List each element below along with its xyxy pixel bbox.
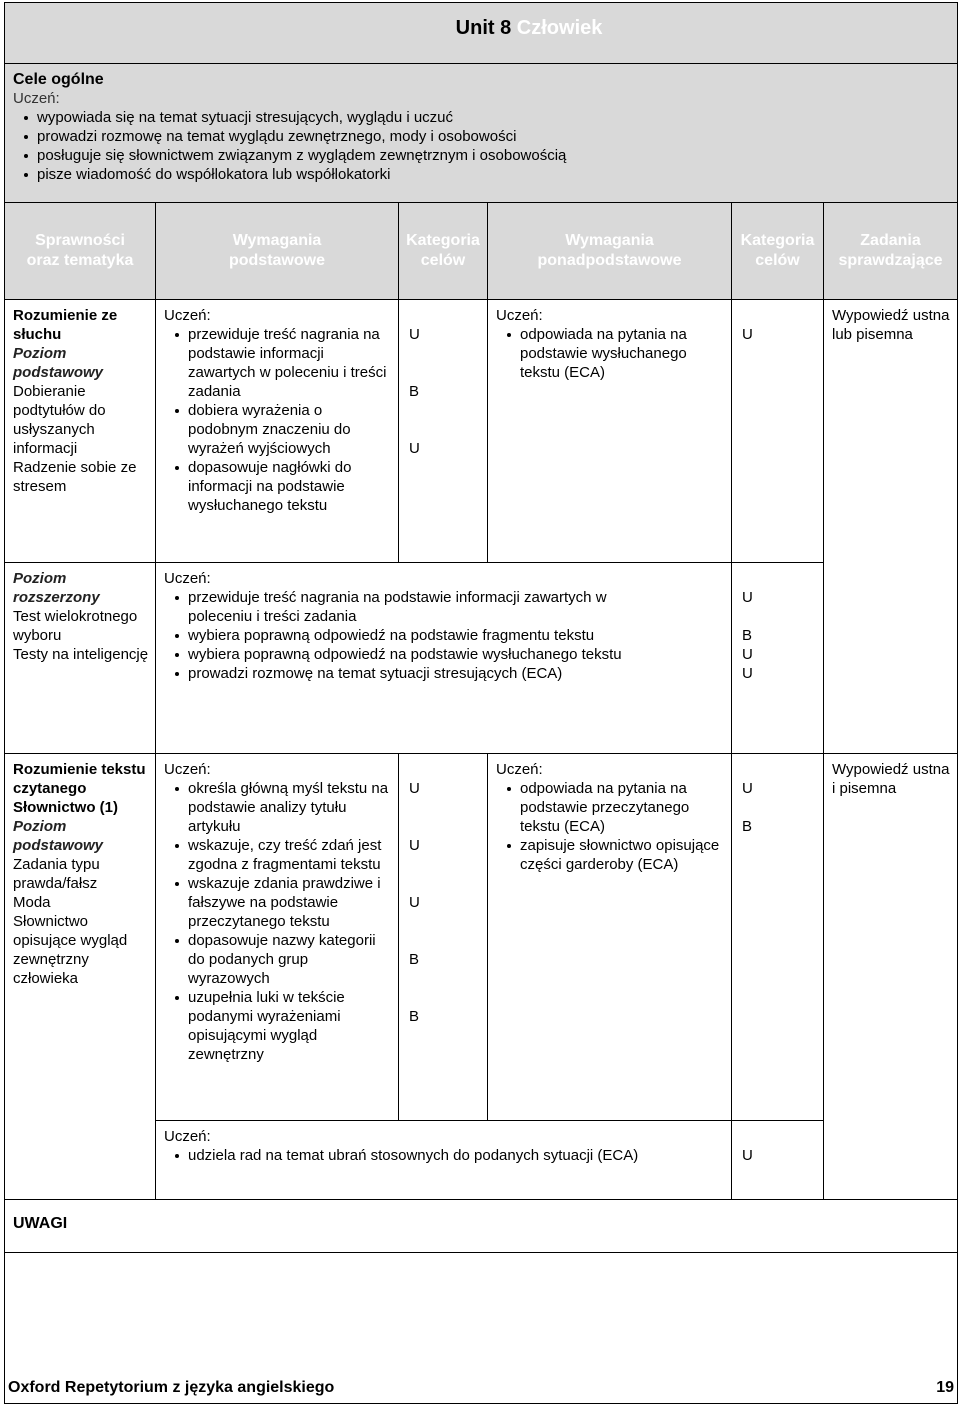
goals-heading: Cele ogólne: [13, 71, 104, 88]
req-item: odpowiada na pytania na podstawie wysłuchanego tekstu (ECA): [510, 325, 725, 382]
level-basic: Poziom podstawowy: [13, 818, 104, 854]
unit-title-prefix: Unit 8: [455, 17, 512, 39]
extra-req-list: [164, 1146, 725, 1165]
category-mark: U: [409, 780, 420, 797]
topic: Radzenie sobie ze stresem: [13, 459, 137, 495]
req-item: dobiera wyrażenia o podobnym znaczeniu do wyrażeń wyjściowych: [178, 401, 392, 458]
category-mark: U: [742, 665, 753, 682]
req-item: wskazuje zdania prawdziwe i fałszywe na podstawie przeczytanego tekstu: [178, 874, 392, 931]
category-mark: U: [742, 326, 753, 343]
category-mark: U: [409, 440, 420, 457]
category-mark: U: [409, 326, 420, 343]
category-mark: U: [742, 646, 753, 663]
goal-item: wypowiada się na temat sytuacji stresujących, wyglądu i uczuć: [27, 108, 957, 127]
listening-tasks: Wypowiedź ustna lub pisemna: [824, 300, 958, 754]
header-advanced-req: Wymagania ponadpodstawowe: [488, 203, 732, 300]
category-mark: B: [409, 383, 420, 400]
level-extended: Poziom rozszerzony: [13, 570, 100, 606]
category-mark: B: [409, 1008, 420, 1025]
level-basic: Poziom podstawowy: [13, 345, 104, 381]
basic-req-list: [164, 325, 392, 515]
header-tasks: Zadania sprawdzające: [824, 203, 958, 300]
listening-extended-row: [5, 563, 958, 754]
column-headers: [5, 203, 958, 300]
page-number: 19: [936, 1379, 954, 1396]
category-mark: U: [409, 837, 420, 854]
reading-title: Rozumienie tekstu czytanego Słownictwo (1): [13, 761, 146, 816]
req-item: wybiera poprawną odpowiedź na podstawie fragmentu tekstu: [178, 626, 668, 645]
req-item: przewiduje treść nagrania na podstawie informacji zawartych w poleceniu i treści zadania: [178, 588, 668, 626]
reading-skill-cell: [5, 754, 156, 1200]
goal-item: posługuje się słownictwem związanym z wyglądem zewnętrznym i osobowością: [27, 146, 957, 165]
topic: Zadania typu prawda/fałsz: [13, 856, 100, 892]
listening-adv-req: Uczeń: odpowiada na pytania na podstawie wysłuchanego tekstu (ECA): [488, 300, 732, 563]
reading-tasks: Wypowiedź ustna i pisemna: [824, 754, 958, 1200]
page-footer: [8, 1378, 958, 1397]
reading-extra-req: Uczeń: udziela rad na temat ubrań stosownych do podanych sytuacji (ECA): [156, 1121, 732, 1200]
req-item: określa główną myśl tekstu na podstawie analizy tytułu artykułu: [178, 779, 392, 836]
goals-list: [13, 108, 957, 184]
reading-extra-cats: [732, 1121, 824, 1200]
reading-adv-cats: [732, 754, 824, 1121]
req-item: uzupełnia luki w tekście podanymi wyrażeniami opisującymi wygląd zewnętrzny: [178, 988, 392, 1064]
req-item: zapisuje słownictwo opisujące części garderoby (ECA): [510, 836, 725, 874]
curriculum-table: [4, 2, 958, 1404]
adv-req-list: [496, 325, 725, 382]
adv-req-list: [496, 779, 725, 874]
header-category: Kategoria celów: [399, 203, 488, 300]
listening-ext-cats: [732, 563, 824, 754]
ext-req-list: [164, 588, 668, 683]
topic: Słownictwo opisujące wygląd zewnętrzny człowieka: [13, 913, 128, 987]
category-mark: U: [742, 780, 753, 797]
req-item: odpowiada na pytania na podstawie przeczytanego tekstu (ECA): [510, 779, 725, 836]
topic: Testy na inteligencję: [13, 646, 149, 663]
req-item: prowadzi rozmowę na temat sytuacji stresujących (ECA): [178, 664, 668, 683]
req-item: wybiera poprawną odpowiedź na podstawie wysłuchanego tekstu: [178, 645, 668, 664]
category-mark: U: [742, 589, 753, 606]
general-goals: [5, 64, 958, 203]
category-mark: B: [742, 627, 753, 644]
listening-basic-req: Uczeń: przewiduje treść nagrania na podstawie informacji zawartych w poleceniu i treści zadania dobiera wyrażenia o podobnym znaczeniu do wyrażeń wyjściowych dopasowuje nagłówki do informacji na podstawie wysłuchanego tekstu: [156, 300, 399, 563]
reading-adv-req: Uczeń: odpowiada na pytania na podstawie przeczytanego tekstu (ECA) zapisuje słownictwo opisujące części garderoby (ECA): [488, 754, 732, 1121]
header-basic-req: Wymagania podstawowe: [156, 203, 399, 300]
goal-item: pisze wiadomość do współlokatora lub współlokatorki: [27, 165, 957, 184]
category-mark: U: [742, 1147, 753, 1164]
category-mark: B: [742, 818, 753, 835]
listening-adv-cats: [732, 300, 824, 563]
goal-item: prowadzi rozmowę na temat wyglądu zewnętrznego, mody i osobowości: [27, 127, 957, 146]
listening-ext-req: Uczeń: przewiduje treść nagrania na podstawie informacji zawartych w poleceniu i treści zadania wybiera poprawną odpowiedź na podstawie fragmentu tekstu wybiera poprawną odpowiedź na podstawie wysłuchanego tekstu prowadzi rozmowę na temat sytuacji stresujących (ECA): [156, 563, 732, 754]
listening-ext-cell: [5, 563, 156, 754]
topic: Moda: [13, 894, 51, 911]
topic: Dobieranie podtytułów do usłyszanych informacji: [13, 383, 106, 457]
header-skills: Sprawności oraz tematyka: [5, 203, 156, 300]
req-item: wskazuje, czy treść zdań jest zgodna z fragmentami tekstu: [178, 836, 392, 874]
basic-req-list: [164, 779, 392, 1064]
listening-basic-row: [5, 300, 958, 563]
req-item: przewiduje treść nagrania na podstawie informacji zawartych w poleceniu i treści zadania: [178, 325, 392, 401]
req-item: udziela rad na temat ubrań stosownych do podanych sytuacji (ECA): [178, 1146, 725, 1165]
category-mark: U: [409, 894, 420, 911]
book-title: Oxford Repetytorium z języka angielskiego: [8, 1379, 335, 1396]
category-mark: B: [409, 951, 420, 968]
unit-title: [5, 3, 958, 64]
req-item: dopasowuje nazwy kategorii do podanych grup wyrazowych: [178, 931, 392, 988]
reading-basic-row: [5, 754, 958, 1121]
req-item: dopasowuje nagłówki do informacji na podstawie wysłuchanego tekstu: [178, 458, 392, 515]
reading-basic-req: Uczeń: określa główną myśl tekstu na podstawie analizy tytułu artykułu wskazuje, czy treść zdań jest zgodna z fragmentami tekstu wskazuje zdania prawdziwe i fałszywe na podstawie przeczytanego tekstu dopasowuje nazwy kategorii do podanych grup wyrazowych uzupełnia luki w tekście podanymi wyrażeniami opisującymi wygląd zewnętrzny: [156, 754, 399, 1121]
goals-intro: Uczeń:: [13, 90, 60, 107]
notes-heading: UWAGI: [5, 1200, 958, 1253]
topic: Test wielokrotnego wyboru: [13, 608, 138, 644]
listening-basic-cats: [399, 300, 488, 563]
curriculum-page: [4, 2, 957, 1360]
unit-title-name: Człowiek: [516, 17, 603, 39]
listening-title: Rozumienie ze słuchu: [13, 307, 118, 343]
header-category-2: Kategoria celów: [732, 203, 824, 300]
listening-skill-cell: [5, 300, 156, 563]
reading-basic-cats: [399, 754, 488, 1121]
